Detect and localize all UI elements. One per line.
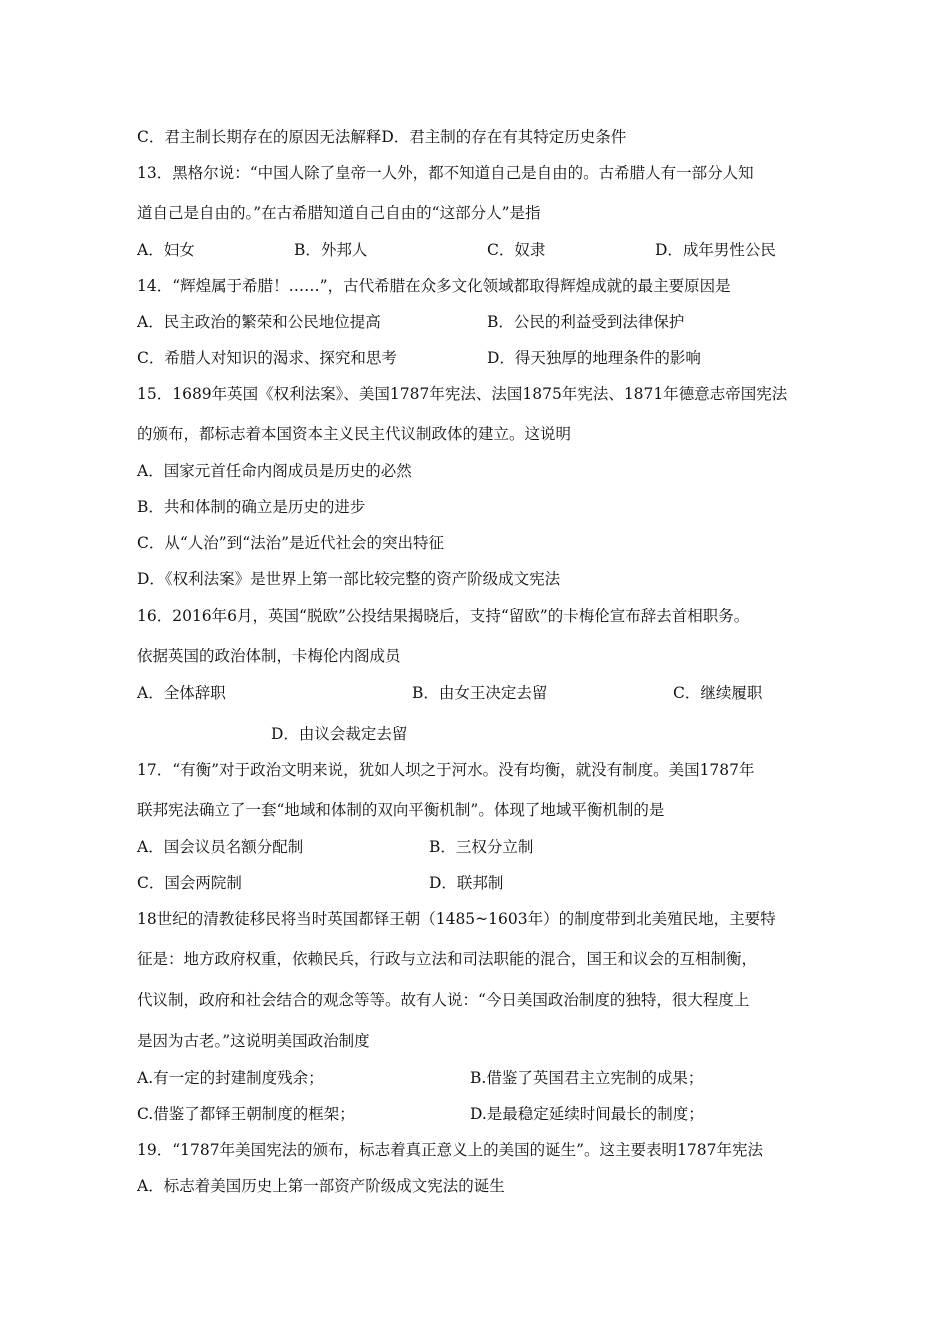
q16-option-b: B．由女王决定去留	[412, 684, 548, 702]
q18-option-c: C.借鉴了都铎王朝制度的框架；	[137, 1105, 355, 1123]
q18-stem-line3: 代议制，政府和社会结合的观念等等。故有人说：“今日美国政治制度的独特，很大程度上	[137, 991, 750, 1009]
q14-option-a: A．民主政治的繁荣和公民地位提高	[137, 313, 381, 331]
q13-option-b: B．外邦人	[294, 241, 368, 259]
q13-stem-line1: 13．黑格尔说：“中国人除了皇帝一人外，都不知道自己是自由的。古希腊人有一部分人知	[137, 164, 754, 182]
q17-option-b: B．三权分立制	[429, 838, 534, 856]
q15-option-a: A．国家元首任命内阁成员是历史的必然	[137, 462, 412, 480]
q13-option-a: A．妇女	[137, 241, 195, 259]
q14-stem: 14．“辉煌属于希腊！……”，古代希腊在众多文化领域都取得辉煌成就的最主要原因是	[137, 277, 731, 295]
q15-option-b: B．共和体制的确立是历史的进步	[137, 498, 366, 516]
q13-option-d: D．成年男性公民	[655, 241, 776, 259]
q19-stem: 19．“1787年美国宪法的颁布，标志着真正意义上的美国的诞生”。这主要表明1787年宪法	[137, 1141, 763, 1159]
q16-option-d: D．由议会裁定去留	[271, 725, 408, 743]
q16-stem-line2: 依据英国的政治体制，卡梅伦内阁成员	[137, 647, 401, 665]
q14-option-d: D．得天独厚的地理条件的影响	[487, 349, 701, 367]
q18-option-d: D.是最稳定延续时间最长的制度；	[470, 1105, 704, 1123]
q18-option-b: B.借鉴了英国君主立宪制的成果；	[470, 1069, 704, 1087]
q16-option-a: A．全体辞职	[137, 684, 226, 702]
q15-stem-line2: 的颁布，都标志着本国资本主义民主代议制政体的建立。这说明	[137, 425, 572, 443]
q17-stem-line1: 17．“有衡”对于政治文明来说，犹如人坝之于河水。没有均衡，就没有制度。美国1787年	[137, 761, 755, 779]
q17-option-c: C．国会两院制	[137, 874, 242, 892]
q13-option-c: C．奴隶	[487, 241, 546, 259]
q12-options-cd: C．君主制长期存在的原因无法解释D．君主制的存在有其特定历史条件	[137, 128, 627, 146]
q14-option-b: B．公民的利益受到法律保护	[487, 313, 685, 331]
q15-option-c: C．从“人治”到“法治”是近代社会的突出特征	[137, 534, 445, 552]
q19-option-a: A．标志着美国历史上第一部资产阶级成文宪法的诞生	[137, 1177, 505, 1195]
q17-option-d: D．联邦制	[429, 874, 504, 892]
q15-stem-line1: 15．1689年英国《权利法案》、美国1787年宪法、法国1875年宪法、1871年德意志帝国宪法	[137, 385, 788, 403]
q17-stem-line2: 联邦宪法确立了一套“地域和体制的双向平衡机制”。体现了地域平衡机制的是	[137, 801, 665, 819]
q18-stem-line1: 18世纪的清教徒移民将当时英国都铎王朝（1485~1603年）的制度带到北美殖民地，主要特	[137, 910, 776, 928]
q13-stem-line2: 道自己是自由的。”在古希腊知道自己自由的“这部分人”是指	[137, 204, 541, 222]
q15-option-d: D．《权利法案》是世界上第一部比较完整的资产阶级成文宪法	[137, 570, 561, 588]
q18-stem-line2: 征是：地方政府权重，依赖民兵，行政与立法和司法职能的混合，国王和议会的互相制衡，	[137, 950, 758, 968]
q16-stem-line1: 16．2016年6月，英国“脱欧”公投结果揭晓后，支持“留欧”的卡梅伦宣布辞去首相职务。	[137, 607, 750, 625]
q16-option-c: C．继续履职	[673, 684, 763, 702]
q14-option-c: C．希腊人对知识的渴求、探究和思考	[137, 349, 397, 367]
q17-option-a: A．国会议员名额分配制	[137, 838, 304, 856]
q18-option-a: A.有一定的封建制度残余；	[137, 1069, 324, 1087]
q18-stem-line4: 是因为古老。”这说明美国政治制度	[137, 1032, 370, 1050]
